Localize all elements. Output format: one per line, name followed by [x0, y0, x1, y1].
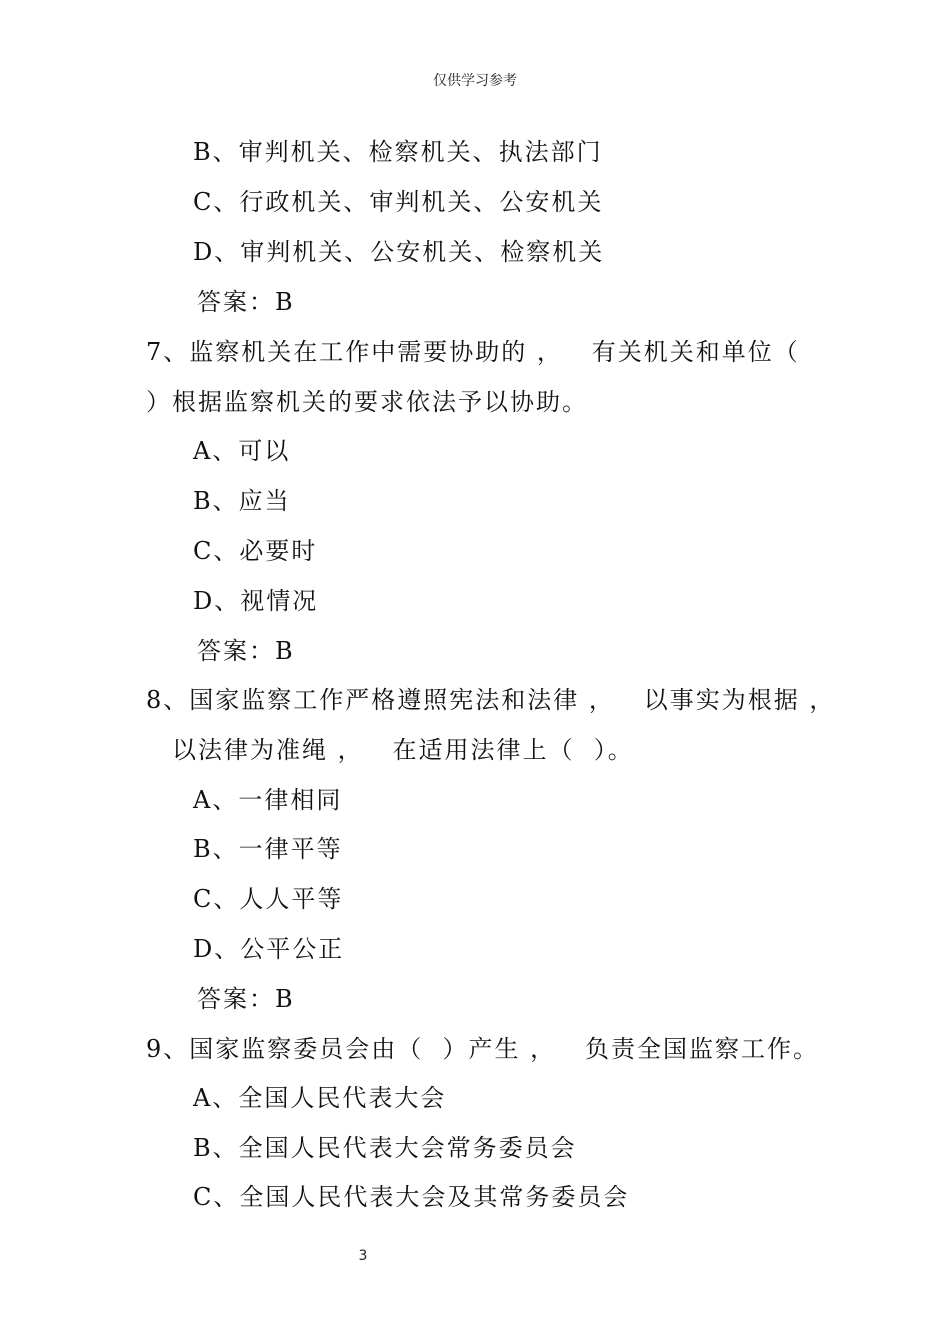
q8-option-c: C、人人平等	[193, 885, 344, 913]
q7-answer: 答案：B	[197, 637, 295, 665]
q7-option-c: C、必要时	[193, 537, 318, 565]
q7-question-line1: 7、监察机关在工作中需要协助的 ， 有关机关和单位（	[146, 338, 800, 366]
page-header: 仅供学习参考	[433, 73, 517, 89]
q7-option-d: D、视情况	[193, 587, 319, 615]
q8-answer: 答案：B	[197, 985, 295, 1013]
q6-option-c: C、行政机关、审判机关、公安机关	[193, 188, 604, 216]
q6-option-d: D、审判机关、公安机关、检察机关	[193, 238, 605, 266]
q8-option-a: A、一律相同	[193, 786, 343, 814]
page-number: 3	[358, 1248, 368, 1264]
q8-option-b: B、一律平等	[193, 835, 343, 863]
q9-question-line1: 9、国家监察委员会由（ ）产生 ， 负责全国监察工作。	[146, 1035, 820, 1063]
q8-option-d: D、公平公正	[193, 935, 345, 963]
q9-option-b: B、全国人民代表大会常务委员会	[193, 1134, 577, 1162]
q6-option-b: B、审判机关、检察机关、执法部门	[193, 138, 603, 166]
q8-question-line2: 以法律为准绳 ， 在适用法律上（ ）。	[172, 736, 634, 764]
q7-option-b: B、应当	[193, 487, 291, 515]
q7-option-a: A、可以	[193, 437, 291, 465]
q6-answer: 答案：B	[197, 288, 295, 316]
q9-option-a: A、全国人民代表大会	[193, 1084, 447, 1112]
q9-option-c: C、全国人民代表大会及其常务委员会	[193, 1183, 630, 1211]
q8-question-line1: 8、国家监察工作严格遵照宪法和法律 ， 以事实为根据 ，	[146, 686, 836, 714]
q7-question-line2: ）根据监察机关的要求依法予以协助。	[146, 388, 588, 416]
